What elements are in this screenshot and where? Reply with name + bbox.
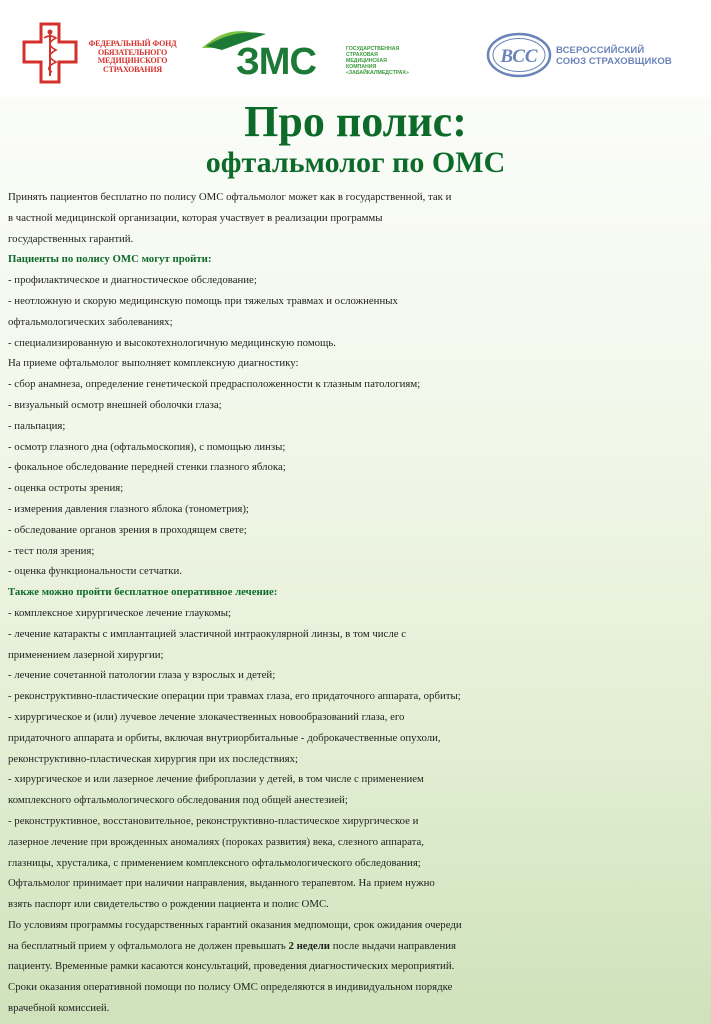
list-item: - обследование органов зрения в проходящем свете; (8, 523, 247, 536)
text-line: применением лазерной хирургии; (8, 648, 164, 661)
text-line: придаточного аппарата и орбиты, включая внутриорбитальные - доброкачественные опухоли, (8, 731, 441, 744)
text-line: На приеме офтальмолог выполняет комплексную диагностику: (8, 357, 299, 370)
zms-logo (200, 26, 410, 82)
text-line: пациенту. Временные рамки касаются консультаций, проведения диагностических мероприятий. (8, 960, 455, 973)
wait-time-after: после выдачи направления (330, 939, 456, 952)
text-line: комплексного офтальмологического обследования под общей анестезией; (8, 794, 348, 807)
section-heading: Также можно пройти бесплатное оперативное лечение: (8, 586, 278, 599)
list-item: - сбор анамнеза, определение генетической предрасположенности к глазным патологиям; (8, 378, 421, 391)
header (0, 0, 711, 97)
list-item: - осмотр глазного дна (офтальмоскопия), с помощью линзы; (8, 440, 286, 453)
text-line: в частной медицинской организации, которая участвует в реализации программы (8, 211, 383, 224)
wait-time-before: на бесплатный прием у офтальмолога не должен превышать (8, 939, 289, 952)
list-item: - измерения давления глазного яблока (тонометрия); (8, 502, 249, 515)
text-line: Сроки оказания оперативной помощи по полису ОМС определяются в индивидуальном порядке (8, 981, 453, 994)
list-item: - оценка остроты зрения; (8, 482, 124, 495)
body-text (8, 187, 711, 1019)
title-sub: офтальмолог по ОМС (205, 146, 506, 179)
section-heading: Пациенты по полису ОМС могут пройти: (8, 253, 212, 266)
text-line: Офтальмолог принимает при наличии направления, выданного терапевтом. На прием нужно (8, 877, 435, 890)
text-line: Принять пациентов бесплатно по полису ОМС офтальмолог может как в государственной, так и (8, 191, 452, 203)
text-line: врачебной комиссией. (8, 1002, 110, 1015)
list-item: - комплексное хирургическое лечение глаукомы; (8, 606, 232, 619)
leaf-icon (200, 26, 350, 78)
page-title (0, 97, 711, 180)
wait-time-value: 2 недели (288, 939, 330, 952)
list-item: - фокальное обследование передней стенки глазного яблока; (8, 461, 286, 474)
list-item: - хирургическое и (или) лучевое лечение злокачественных новообразований глаза, его (8, 710, 405, 723)
list-item: - визуальный осмотр внешней оболочки глаза; (8, 398, 222, 411)
list-item: - лечение катаракты с имплантацией эластичной интраокулярной линзы, в том числе с (8, 627, 407, 640)
text-line: взять паспорт или свидетельство о рождении пациента и полис ОМС. (8, 898, 329, 911)
list-item: - пальпация; (8, 419, 66, 432)
title-main: Про полис: (244, 97, 467, 146)
vss-logo-text: ВСЕРОССИЙСКИЙ СОЮЗ СТРАХОВЩИКОВ (556, 45, 672, 67)
content-area (0, 97, 711, 1024)
text-line: реконструктивно-пластическая хирургия при их последствиях; (8, 752, 299, 765)
vss-monogram-icon (486, 32, 552, 78)
list-item: - профилактическое и диагностическое обследование; (8, 274, 257, 287)
text-line: государственных гарантий. (8, 232, 134, 245)
zms-logo-text: ГОСУДАРСТВЕННАЯ СТРАХОВАЯ МЕДИЦИНСКАЯ КОМПАНИЯ «ЗАБАЙКАЛМЕДСТРАХ» (346, 46, 409, 76)
ffoms-logo (22, 22, 182, 90)
caduceus-cross-icon (22, 22, 78, 84)
text-line: По условиям программы государственных гарантий оказания медпомощи, срок ожидания очереди (8, 918, 462, 931)
text-line: офтальмологических заболеваниях; (8, 315, 173, 328)
text-line: лазерное лечение при врожденных аномалиях (пороках развития) века, слезного аппарата, (8, 835, 424, 848)
wait-time-line (8, 936, 711, 957)
list-item: - реконструктивно-пластические операции при травмах глаза, его придаточного аппарата, орбиты; (8, 690, 461, 703)
list-item: - специализированную и высокотехнологичную медицинскую помощь. (8, 336, 336, 349)
list-item: - хирургическое и или лазерное лечение фиброплазии у детей, в том числе с применением (8, 773, 424, 786)
list-item: - неотложную и скорую медицинскую помощь при тяжелых травмах и осложненных (8, 294, 398, 307)
zms-wordmark: ЗМС (236, 41, 316, 78)
vss-monogram: ВСС (500, 46, 538, 67)
list-item: - оценка функциональности сетчатки. (8, 565, 182, 578)
vss-logo (486, 32, 686, 82)
list-item: - лечение сочетанной патологии глаза у взрослых и детей; (8, 669, 276, 682)
list-item: - тест поля зрения; (8, 544, 95, 557)
ffoms-logo-text: ФЕДЕРАЛЬНЫЙ ФОНД ОБЯЗАТЕЛЬНОГО МЕДИЦИНСКОГО СТРАХОВАНИЯ (88, 39, 177, 74)
text-line: глазницы, хрусталика, с применением комплексного офтальмологического обследования; (8, 856, 421, 869)
list-item: - реконструктивное, восстановительное, реконструктивно-пластическое хирургическое и (8, 814, 419, 827)
